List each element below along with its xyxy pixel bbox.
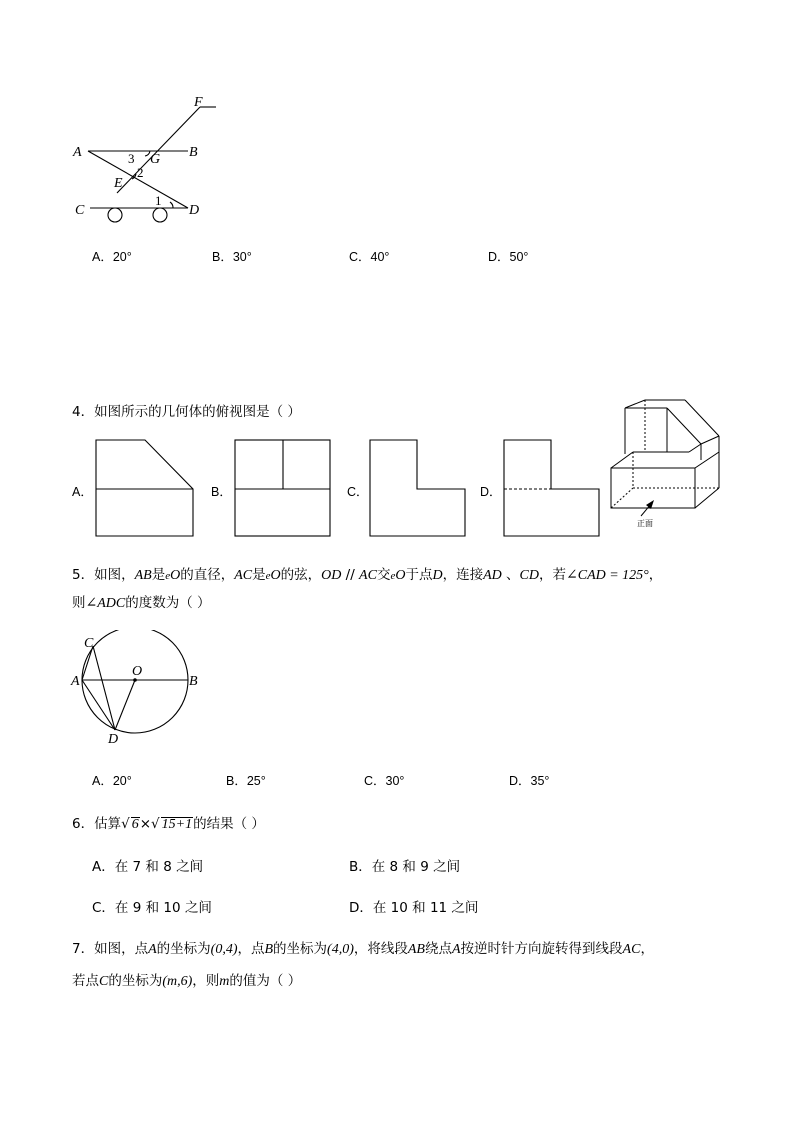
q5-label-A: A	[71, 674, 80, 689]
q4-option-a-view[interactable]	[95, 439, 195, 539]
q5-stem-line2: 则∠ADC的度数为（ ）	[72, 595, 211, 611]
q5-circle-figure	[68, 630, 208, 748]
q6-option-a[interactable]: A．在 7 和 8 之间	[92, 859, 204, 875]
q3-label-2: 2	[137, 165, 144, 180]
q3-option-c[interactable]: C．40°	[349, 250, 390, 264]
q7-stem-line1: 7．如图，点A的坐标为(0,4)，点B的坐标为(4,0)，将线段AB绕点A按逆时针方向旋转得到线段AC，	[72, 941, 654, 957]
q5-label-B: B	[189, 674, 198, 689]
q3-label-B: B	[189, 145, 198, 160]
q6-option-b[interactable]: B．在 8 和 9 之间	[349, 859, 461, 875]
q4-solid-figure	[605, 396, 727, 532]
q5-option-c[interactable]: C．30°	[364, 774, 405, 788]
q3-label-C: C	[75, 203, 85, 218]
q5-option-a[interactable]: A．20°	[92, 774, 132, 788]
q3-label-E: E	[114, 176, 123, 191]
q3-label-D: D	[189, 203, 200, 218]
q3-label-G: G	[150, 152, 161, 167]
q5-label-C: C	[84, 636, 94, 651]
q6-radicand-2: 15+1	[161, 817, 193, 832]
q4-letter-d[interactable]: D．	[480, 485, 502, 499]
q3-label-1: 1	[155, 193, 162, 208]
q3-figure	[70, 92, 230, 227]
q3-option-d[interactable]: D．50°	[488, 250, 529, 264]
q5-option-b[interactable]: B．25°	[226, 774, 266, 788]
q4-option-d-view[interactable]	[503, 439, 601, 539]
q3-option-a[interactable]: A．20°	[92, 250, 132, 264]
q4-stem: 4．如图所示的几何体的俯视图是（ ）	[72, 404, 301, 420]
q4-letter-b[interactable]: B．	[211, 485, 232, 499]
q6-radicand-1: 6	[131, 817, 139, 832]
q5-option-d[interactable]: D．35°	[509, 774, 550, 788]
q6-option-c[interactable]: C．在 9 和 10 之间	[92, 900, 212, 916]
q3-label-F: F	[194, 95, 203, 110]
q5-stem-line1: 5．如图，AB是eO的直径，AC是eO的弦，OD // AC交eO于点D，连接AD 、CD，若∠CAD = 125°，	[72, 567, 663, 583]
q6-option-d[interactable]: D．在 10 和 11 之间	[349, 900, 479, 916]
q3-label-A: A	[73, 145, 82, 160]
q4-option-c-view[interactable]	[369, 439, 467, 539]
q5-label-O: O	[132, 664, 143, 679]
q4-letter-c[interactable]: C．	[347, 485, 369, 499]
q4-letter-a[interactable]: A．	[72, 485, 93, 499]
q4-option-b-view[interactable]	[234, 439, 332, 539]
q3-label-3: 3	[128, 151, 135, 166]
q5-label-D: D	[108, 732, 119, 747]
q7-stem-line2: 若点C的坐标为(m,6)，则m的值为（ ）	[72, 973, 302, 989]
q6-stem: 6．估算√ 6×√ 15+1的结果（ ）	[72, 816, 265, 832]
q4-front-label: 正面	[637, 519, 653, 528]
q3-option-b[interactable]: B．30°	[212, 250, 252, 264]
